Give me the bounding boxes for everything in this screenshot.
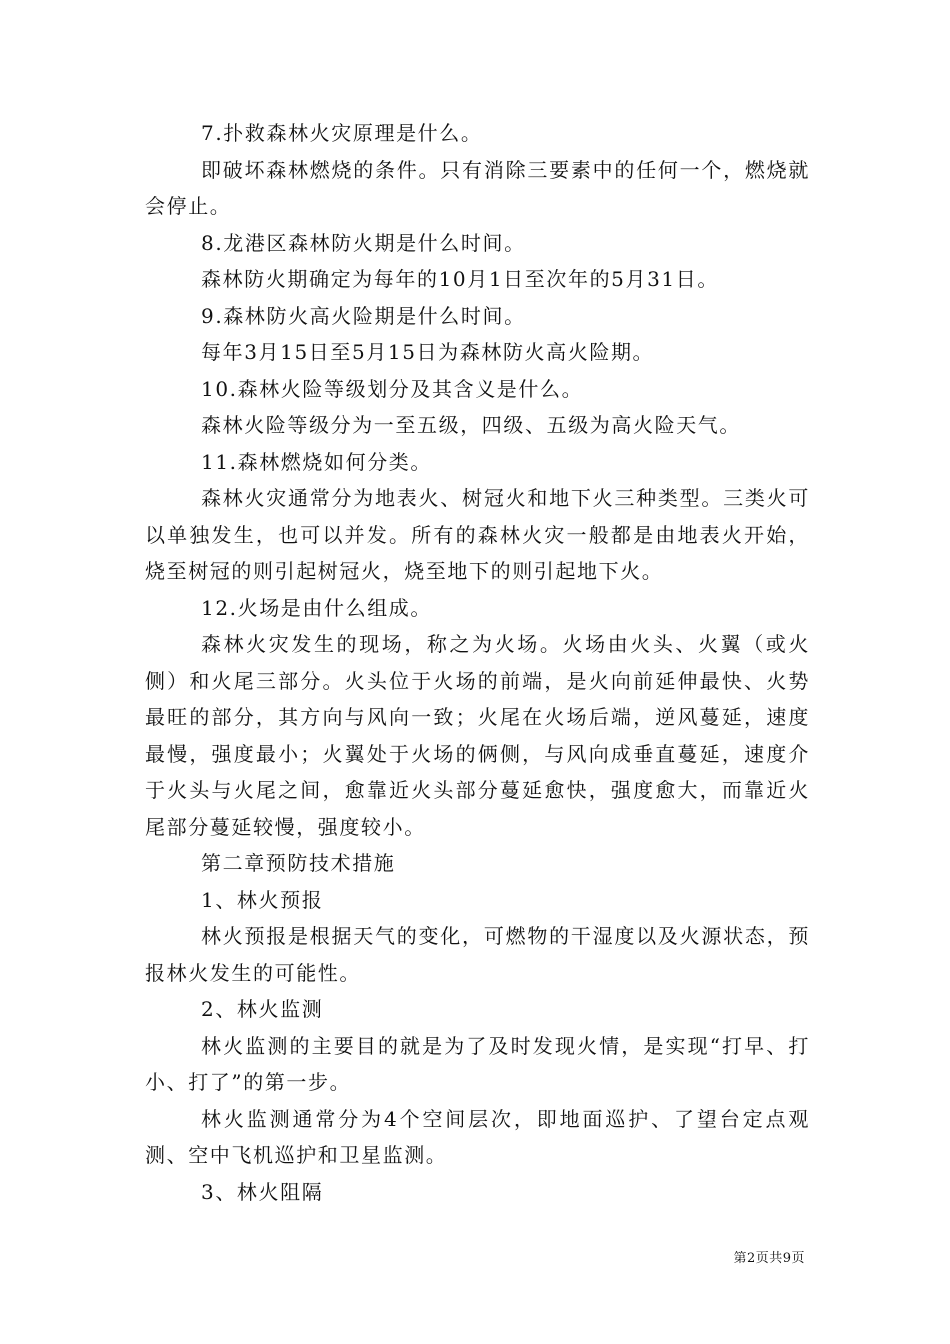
chapter-heading: 第二章预防技术措施: [201, 851, 396, 875]
page-number-footer: 第2页共9页: [733, 1251, 805, 1266]
section-text-monitoring-2: 林火监测通常分为4个空间层次，即地面巡护、了望台定点观测、空中飞机巡护和卫星监测。: [145, 1106, 810, 1167]
section-text-monitoring-1: 林火监测的主要目的就是为了及时发现火情，是实现“打早、打小、打了”的第一步。: [145, 1033, 810, 1094]
answer-q10: 森林火险等级分为一至五级，四级、五级为高火险天气。: [201, 413, 741, 437]
answer-q7: 即破坏森林燃烧的条件。只有消除三要素中的任何一个，燃烧就会停止。: [145, 157, 810, 218]
section-heading-monitoring: 2、林火监测: [201, 997, 324, 1021]
answer-q12: 森林火灾发生的现场，称之为火场。火场由火头、火翼（或火侧）和火尾三部分。火头位于火场的前端，是火向前延伸最快、火势最旺的部分，其方向与风向一致；火尾在火场后端，逆风蔓延，速度最慢，强度最小；火翼处于火场的俩侧，与风向成垂直蔓延，速度介于火头与火尾之间，愈靠近火头部分蔓延愈快，强度愈大，而靠近火尾部分蔓延较慢，强度较小。: [145, 632, 810, 839]
section-heading-forecast: 1、林火预报: [201, 887, 324, 912]
heading-q12: 12.火场是由什么组成。: [201, 595, 433, 620]
heading-q11: 11.森林燃烧如何分类。: [201, 449, 433, 474]
section-text-forecast: 林火预报是根据天气的变化，可燃物的干湿度以及火源状态，预报林火发生的可能性。: [145, 924, 810, 985]
heading-q8: 8.龙港区森林防火期是什么时间。: [201, 230, 526, 255]
answer-q9: 每年3月15日至5月15日为森林防火高火险期。: [201, 340, 655, 364]
heading-q9: 9.森林防火高火险期是什么时间。: [201, 303, 526, 328]
heading-q10: 10.森林火险等级划分及其含义是什么。: [201, 376, 584, 401]
document-body: [145, 115, 810, 1210]
section-heading-barrier: 3、林火阻隔: [201, 1179, 324, 1204]
answer-q11: 森林火灾通常分为地表火、树冠火和地下火三种类型。三类火可以单独发生，也可以并发。所有的森林火灾一般都是由地表火开始，烧至树冠的则引起树冠火，烧至地下的则引起地下火。: [145, 486, 810, 583]
answer-q8: 森林防火期确定为每年的10月1日至次年的5月31日。: [201, 267, 719, 291]
heading-q7: 7.扑救森林火灾原理是什么。: [201, 121, 483, 145]
